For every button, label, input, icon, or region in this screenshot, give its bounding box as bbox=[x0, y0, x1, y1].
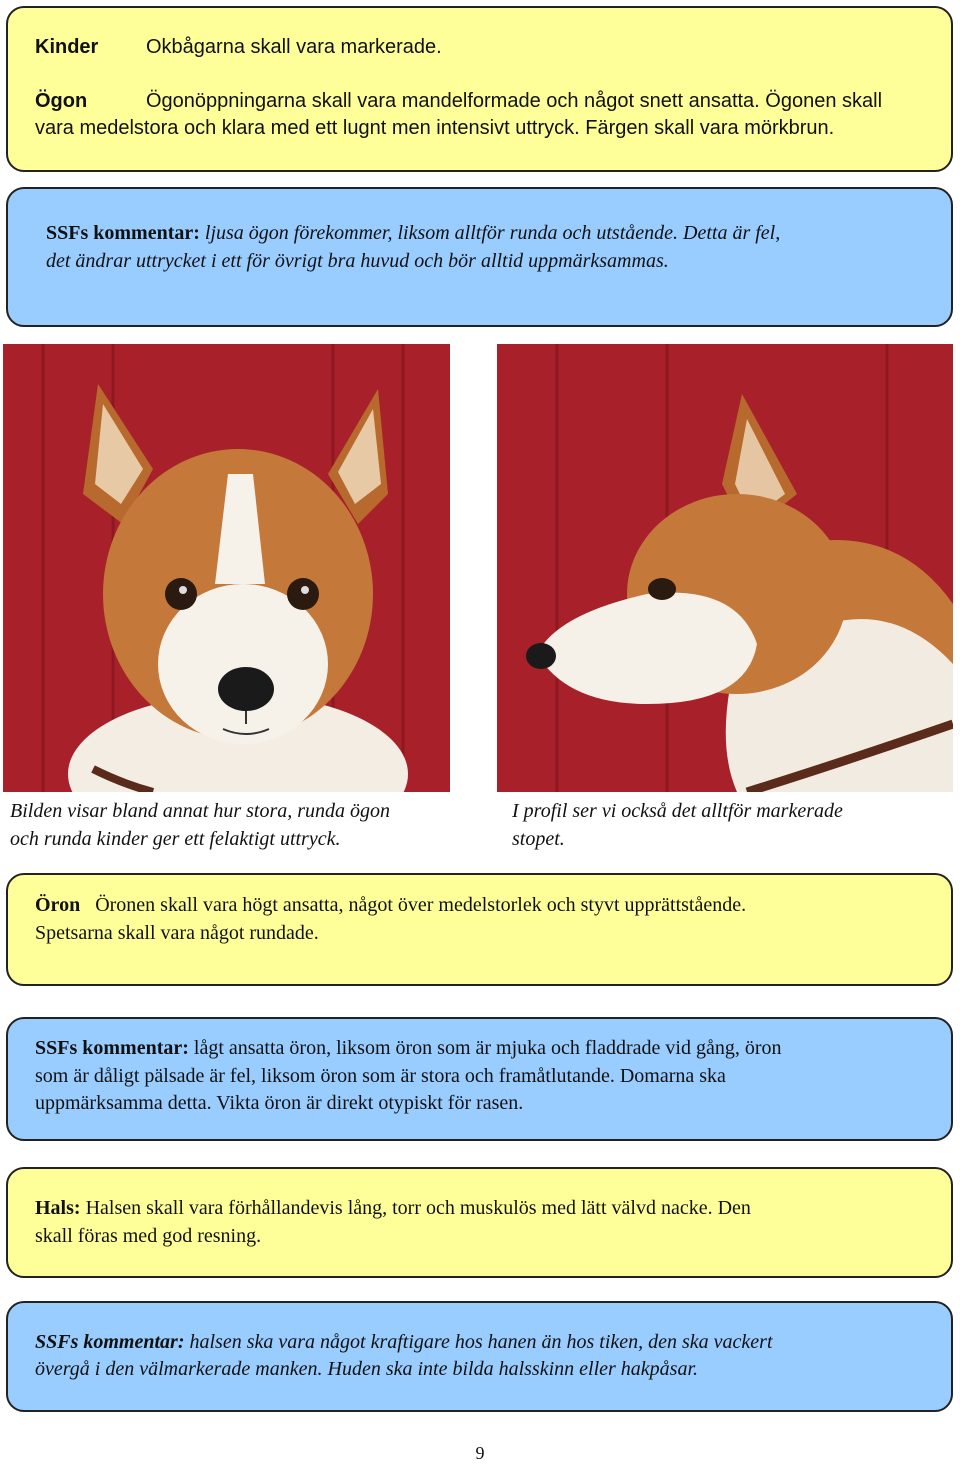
hals-line1 bbox=[35, 1195, 751, 1222]
comment-text: lågt ansatta öron, liksom öron som är mjuka och fladdrade vid gång, öron bbox=[188, 1037, 782, 1059]
front-photo-caption-line1: Bilden visar bland annat hur stora, runda ögon bbox=[10, 800, 391, 822]
ogon-label: Ögon bbox=[35, 90, 88, 112]
comment-text: ljusa ögon förekommer, liksom alltför runda och utstående. Detta är fel, bbox=[199, 222, 781, 244]
oron-text: Öronen skall vara högt ansatta, något över medelstorlek och styvt upprättstående. bbox=[95, 894, 747, 916]
comment-oron-line1 bbox=[35, 1035, 782, 1062]
comment-hals-line1 bbox=[35, 1329, 773, 1356]
comment-label: SSFs kommentar: bbox=[35, 1037, 189, 1059]
comment-ogon-line1 bbox=[46, 220, 780, 247]
dog-front-photo bbox=[3, 344, 450, 792]
comment-oron-line2: som är dåligt pälsade är fel, liksom öron som är stora och framåtlutande. Domarna ska bbox=[35, 1065, 726, 1087]
dog-profile-photo bbox=[497, 344, 953, 792]
profile-photo-caption-line2: stopet. bbox=[512, 828, 565, 850]
hals-text: Halsen skall vara förhållandevis lång, torr och muskulös med lätt välvd nacke. Den bbox=[80, 1197, 751, 1219]
ogon-text-line1: Ögonöppningarna skall vara mandelformade och något snett ansatta. Ögonen skall bbox=[146, 90, 883, 112]
comment-text: halsen ska vara något kraftigare hos hanen än hos tiken, den ska vackert bbox=[184, 1331, 773, 1353]
oron-line2: Spetsarna skall vara något rundade. bbox=[35, 922, 319, 944]
comment-ogon-line2: det ändrar uttrycket i ett för övrigt bra huvud och bör alltid uppmärksammas. bbox=[46, 250, 669, 272]
kinder-label: Kinder bbox=[35, 36, 99, 58]
hals-line2: skall föras med god resning. bbox=[35, 1225, 262, 1247]
page-number: 9 bbox=[475, 1443, 485, 1463]
front-photo-caption-line2: och runda kinder ger ett felaktigt uttryck. bbox=[10, 828, 341, 850]
oron-line1 bbox=[35, 892, 746, 919]
comment-label: SSFs kommentar: bbox=[46, 222, 200, 244]
ogon-text-line2: vara medelstora och klara med ett lugnt men intensivt uttryck. Färgen skall vara mörkbrun. bbox=[35, 117, 835, 139]
oron-label: Öron bbox=[35, 894, 81, 916]
comment-hals-line2: övergå i den välmarkerade manken. Huden ska inte bilda halsskinn eller hakpåsar. bbox=[35, 1358, 699, 1380]
hals-label: Hals: bbox=[35, 1197, 81, 1219]
comment-oron-line3: uppmärksamma detta. Vikta öron är direkt otypiskt för rasen. bbox=[35, 1092, 524, 1114]
profile-photo-caption-line1: I profil ser vi också det alltför markerade bbox=[512, 800, 843, 822]
comment-label: SSFs kommentar: bbox=[35, 1331, 185, 1353]
kinder-text: Okbågarna skall vara markerade. bbox=[146, 36, 442, 58]
